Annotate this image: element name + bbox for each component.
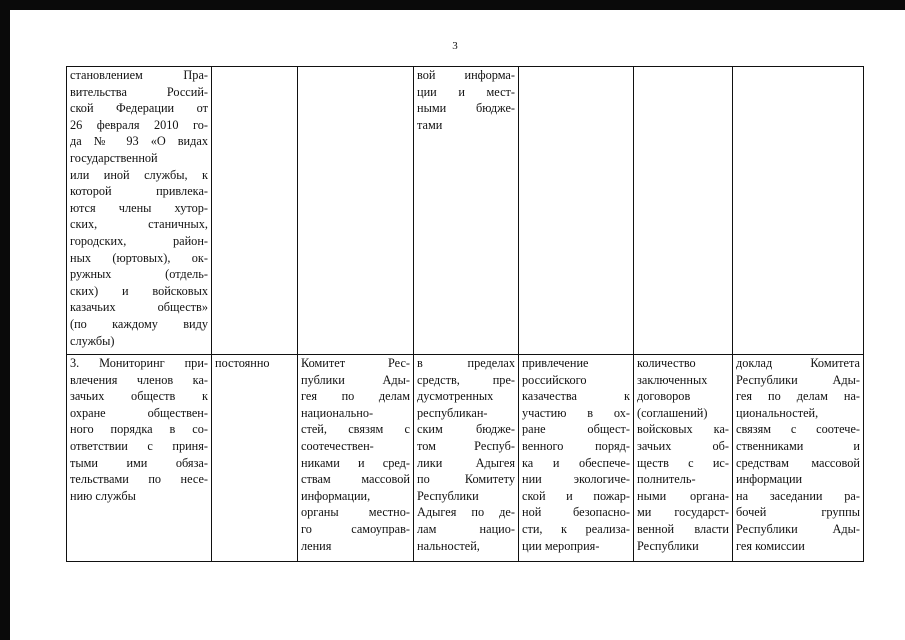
cell-text-line: казачества к xyxy=(522,389,630,404)
cell-text-line: Республики Ады- xyxy=(736,521,860,536)
cell-text-line: участию в ох- xyxy=(522,405,630,420)
cell-text-line: количество xyxy=(637,356,696,370)
table-cell xyxy=(67,67,212,355)
cell-text-line: ским бюдже- xyxy=(417,422,515,437)
cell-text-line: тами xyxy=(417,117,443,132)
cell-text-line: постоянно xyxy=(215,356,270,370)
cell-text-line: гея по делам xyxy=(301,389,410,404)
cell-text-line: ными органа- xyxy=(637,488,729,503)
cell-text-line: ских, станичных, xyxy=(70,217,208,232)
cell-text-line: доклад Комитета xyxy=(736,356,860,370)
cell-text-line: сти, к реализа- xyxy=(522,521,630,536)
cell-text-line: ции и мест- xyxy=(417,84,515,99)
cell-text-line: ственниками и xyxy=(736,438,860,453)
cell-text-line: вой информа- xyxy=(417,68,515,82)
cell-text-line: венной власти xyxy=(637,521,729,536)
cell-text-line: дусмотренных xyxy=(417,389,494,404)
cell-text-line: никами и сред- xyxy=(301,455,410,470)
cell-text-line: влечения членов ка- xyxy=(70,372,208,387)
cell-text-line: нию службы xyxy=(70,488,136,503)
cell-text-line: ми государст- xyxy=(637,505,729,520)
cell-text-line: заключенных xyxy=(637,372,708,387)
cell-text-line: ществ с ис- xyxy=(637,455,729,470)
cell-text-line: Адыгея по де- xyxy=(417,505,515,520)
cell-text-line: бочей группы xyxy=(736,505,860,520)
cell-text-line: ной безопасно- xyxy=(522,505,630,520)
cell-text-line: лам нацио- xyxy=(417,521,515,536)
cell-text-line: вительства Россий- xyxy=(70,84,208,99)
table-cell xyxy=(733,355,864,562)
table-cell xyxy=(733,67,864,355)
cell-text-line: средств, пре- xyxy=(417,372,515,387)
cell-text-line: ка и обеспече- xyxy=(522,455,630,470)
cell-text-line: Республики xyxy=(417,488,479,503)
cell-text-line: ответствии с приня- xyxy=(70,438,208,453)
cell-text-line: 3. Мониторинг при- xyxy=(70,356,208,370)
cell-text-line: соотечествен- xyxy=(301,438,374,453)
cell-text-line: войсковых ка- xyxy=(637,422,729,437)
cell-text-line: республикан- xyxy=(417,405,488,420)
cell-text-line: Комитет Рес- xyxy=(301,356,410,370)
cell-text-line: ских) и войсковых xyxy=(70,283,208,298)
cell-text-line: связям с соотече- xyxy=(736,422,860,437)
cell-text-line: том Респуб- xyxy=(417,438,515,453)
cell-text-line: 26 февраля 2010 го- xyxy=(70,117,208,132)
cell-text-line: да № 93 «О видах xyxy=(70,134,208,149)
cell-text-line: национально- xyxy=(301,405,374,420)
table-cell xyxy=(67,355,212,562)
cell-text-line: охране обществен- xyxy=(70,405,208,420)
table-cell xyxy=(634,67,733,355)
cell-text-line: которой привлека- xyxy=(70,184,208,199)
cell-text-line: тельствами по несе- xyxy=(70,472,208,487)
cell-text-line: по Комитету xyxy=(417,472,515,487)
cell-text-line: ской Федерации от xyxy=(70,101,208,116)
cell-text-line: ции мероприя- xyxy=(522,538,600,553)
cell-text-line: (соглашений) xyxy=(637,405,708,420)
cell-text-line: венного поряд- xyxy=(522,438,630,453)
table-cell xyxy=(414,67,519,355)
document-table xyxy=(66,66,864,562)
cell-text-line: ных (юртовых), ок- xyxy=(70,250,208,265)
cell-text-line: циональностей, xyxy=(736,405,819,420)
cell-text-line: казачьих обществ» xyxy=(70,300,208,315)
cell-text-line: ствам массовой xyxy=(301,472,410,487)
cell-text-line: в пределах xyxy=(417,356,515,370)
cell-text-line: ются члены хутор- xyxy=(70,200,208,215)
cell-text-line: государственной xyxy=(70,150,158,165)
table-row xyxy=(67,355,864,562)
scan-border-left xyxy=(0,0,10,640)
page-number: 3 xyxy=(452,40,458,52)
cell-text-line: ного порядка в со- xyxy=(70,422,208,437)
cell-text-line: ления xyxy=(301,538,332,553)
cell-text-line: гея комиссии xyxy=(736,538,805,553)
cell-text-line: средствам массовой xyxy=(736,455,860,470)
cell-text-line: привлечение xyxy=(522,356,589,370)
table-cell xyxy=(634,355,733,562)
cell-text-line: тыми ими обяза- xyxy=(70,455,208,470)
table-cell xyxy=(298,355,414,562)
cell-text-line: городских, район- xyxy=(70,233,208,248)
table-cell xyxy=(519,355,634,562)
cell-text-line: (по каждому виду xyxy=(70,316,208,331)
cell-text-line: го самоуправ- xyxy=(301,521,410,536)
table-cell xyxy=(212,67,298,355)
cell-text-line: российского xyxy=(522,372,587,387)
cell-text-line: стей, связям с xyxy=(301,422,410,437)
table-cell xyxy=(212,355,298,562)
cell-text-line: Республики Ады- xyxy=(736,372,860,387)
cell-text-line: информации xyxy=(736,472,803,487)
cell-text-line: службы) xyxy=(70,333,115,348)
table-row xyxy=(67,67,864,355)
cell-text-line: Республики xyxy=(637,538,699,553)
cell-text-line: гея по делам на- xyxy=(736,389,860,404)
cell-text-line: ными бюдже- xyxy=(417,101,515,116)
table-cell xyxy=(298,67,414,355)
cell-text-line: лики Адыгея xyxy=(417,455,515,470)
cell-text-line: становлением Пра- xyxy=(70,68,208,82)
table-cell xyxy=(519,67,634,355)
cell-text-line: полнитель- xyxy=(637,472,696,487)
cell-text-line: ружных (отдель- xyxy=(70,267,208,282)
cell-text-line: органы местно- xyxy=(301,505,410,520)
cell-text-line: публики Ады- xyxy=(301,372,410,387)
cell-text-line: на заседании ра- xyxy=(736,488,860,503)
cell-text-line: информации, xyxy=(301,488,371,503)
cell-text-line: нии экологиче- xyxy=(522,472,630,487)
cell-text-line: ской и пожар- xyxy=(522,488,630,503)
cell-text-line: зачьих об- xyxy=(637,438,729,453)
table-cell xyxy=(414,355,519,562)
cell-text-line: зачьих обществ к xyxy=(70,389,208,404)
scan-border-top xyxy=(0,0,905,10)
cell-text-line: ране общест- xyxy=(522,422,630,437)
cell-text-line: нальностей, xyxy=(417,538,480,553)
cell-text-line: договоров xyxy=(637,389,691,404)
cell-text-line: или иной службы, к xyxy=(70,167,208,182)
